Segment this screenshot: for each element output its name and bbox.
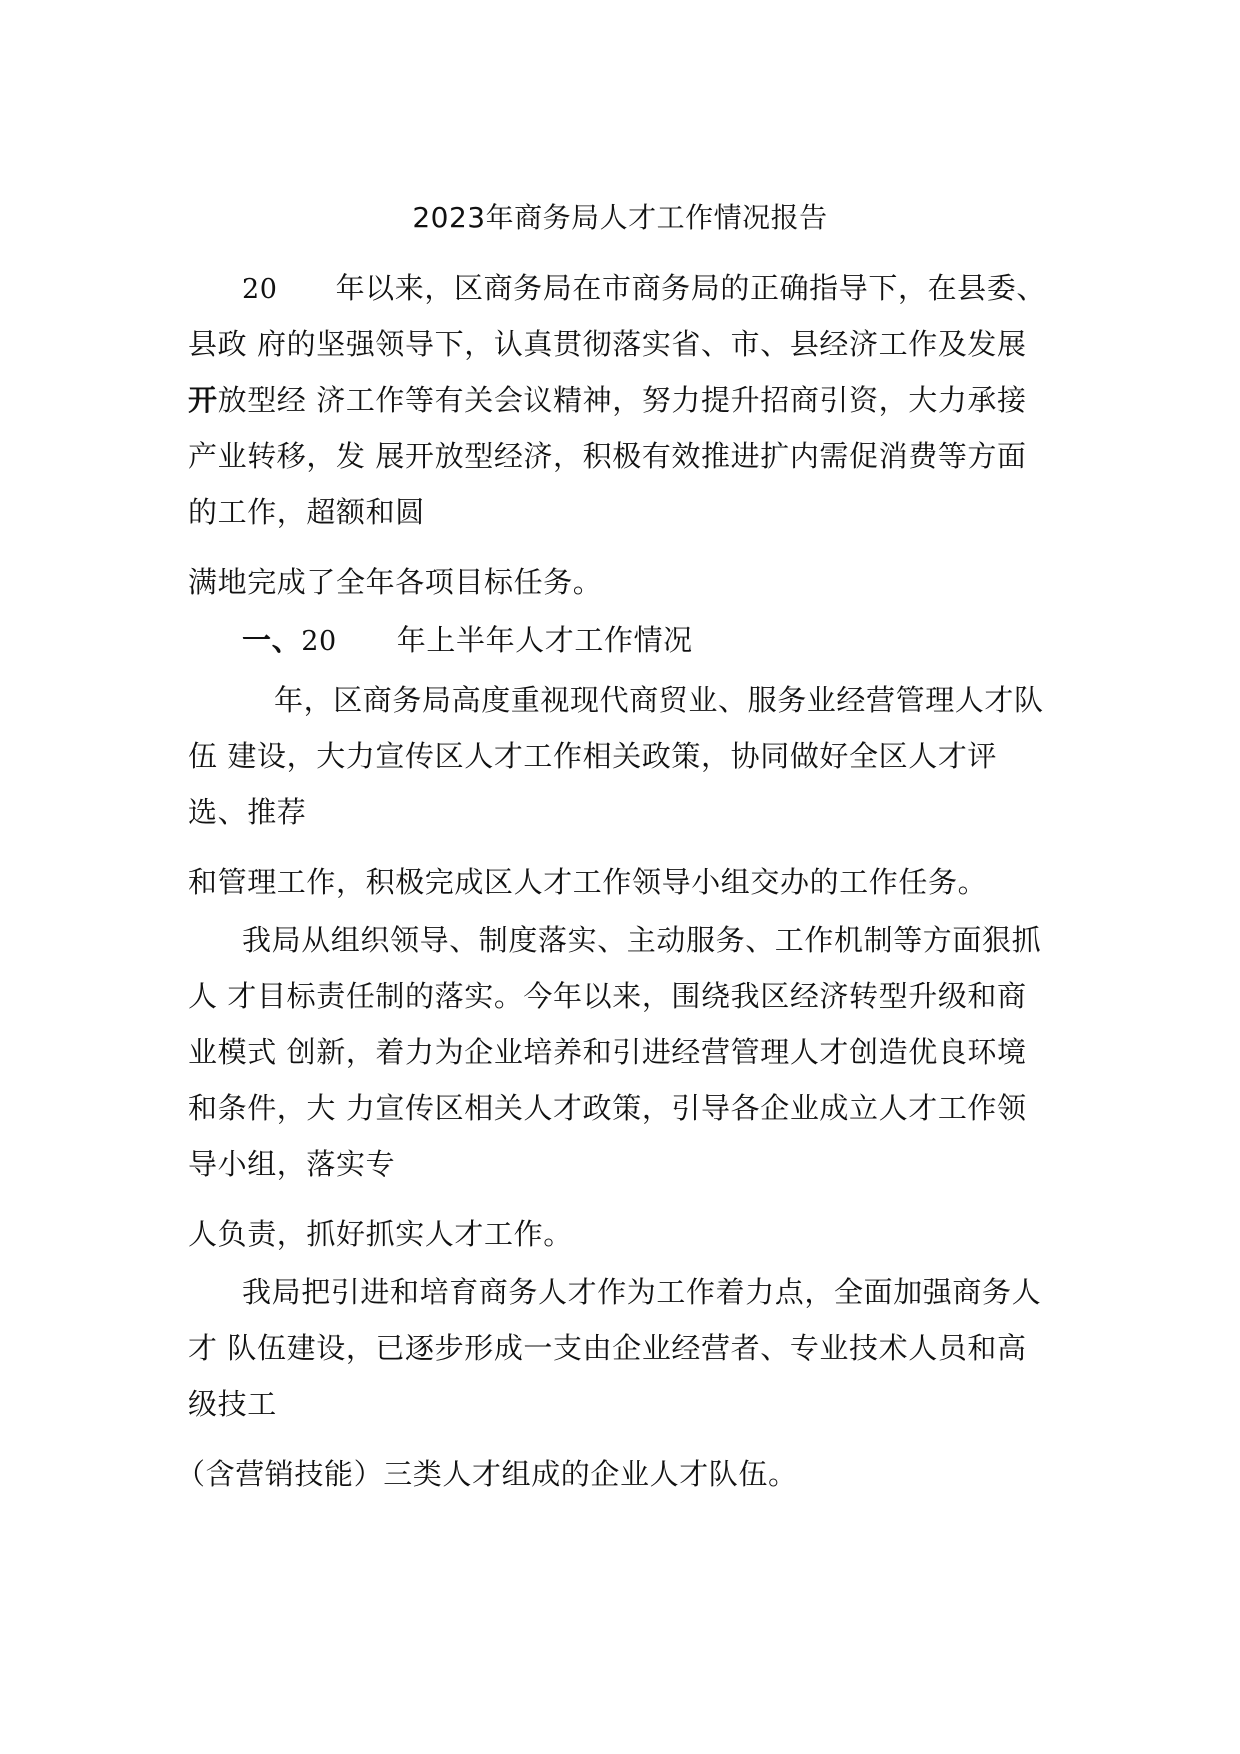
paragraph-1-line-4: 产业转移，发 展开放型经济，积极有效推进扩内需促消费等方面 — [188, 439, 1027, 473]
paragraph-3-line-4: 和条件，大 力宣传区相关人才政策，引导各企业成立人才工作领 — [188, 1091, 1027, 1125]
paragraph-1-line-3-text: 放型经 济工作等有关会议精神，努力提升招商引资，大力承接 — [217, 383, 1027, 417]
year-number: 20 — [242, 274, 278, 305]
document-title: 2023年商务局人才工作情况报告 — [412, 201, 828, 234]
heading-prefix: 一、 — [242, 623, 302, 657]
paragraph-2-line-3: 选、推荐 — [188, 795, 307, 829]
paragraph-3-line-6: 人负责，抓好抓实人才工作。 — [188, 1217, 573, 1251]
bold-char: 开 — [188, 383, 218, 417]
paragraph-3-line-3: 业模式 创新，着力为企业培养和引进经营管理人才创造优良环境 — [188, 1035, 1027, 1069]
paragraph-2-line-1: 年，区商务局高度重视现代商贸业、服务业经营管理人才队 — [274, 683, 1044, 717]
paragraph-1-line-5: 的工作，超额和圆 — [188, 495, 425, 529]
paragraph-4-line-2: 才 队伍建设，已逐步形成一支由企业经营者、专业技术人员和高 — [188, 1331, 1027, 1365]
paragraph-4-line-4: （含营销技能）三类人才组成的企业人才队伍。 — [176, 1457, 798, 1491]
paragraph-2-line-4: 和管理工作，积极完成区人才工作领导小组交办的工作任务。 — [188, 865, 988, 899]
paragraph-1-line-1-text: 年以来，区商务局在市商务局的正确指导下，在县委、 — [335, 271, 1046, 305]
section-heading-1 — [242, 620, 693, 662]
paragraph-3-line-1: 我局从组织领导、制度落实、主动服务、工作机制等方面狠抓 — [242, 923, 1042, 957]
paragraph-1-line-3 — [188, 380, 1027, 420]
paragraph-4-line-1: 我局把引进和培育商务人才作为工作着力点，全面加强商务人 — [242, 1275, 1042, 1309]
paragraph-1-line-1 — [242, 268, 1046, 310]
paragraph-2-line-2: 伍 建设，大力宣传区人才工作相关政策，协同做好全区人才评 — [188, 739, 998, 773]
paragraph-4-line-3: 级技工 — [188, 1387, 277, 1421]
paragraph-3-line-2: 人 才目标责任制的落实。今年以来，围绕我区经济转型升级和商 — [188, 979, 1027, 1013]
paragraph-3-line-5: 导小组，落实专 — [188, 1147, 396, 1181]
paragraph-1-line-6: 满地完成了全年各项目标任务。 — [188, 565, 603, 599]
heading-text: 年上半年人才工作情况 — [396, 623, 693, 657]
paragraph-1-line-2: 县政 府的坚强领导下，认真贯彻落实省、市、县经济工作及发展 — [188, 327, 1027, 361]
heading-year-number: 20 — [301, 626, 337, 657]
